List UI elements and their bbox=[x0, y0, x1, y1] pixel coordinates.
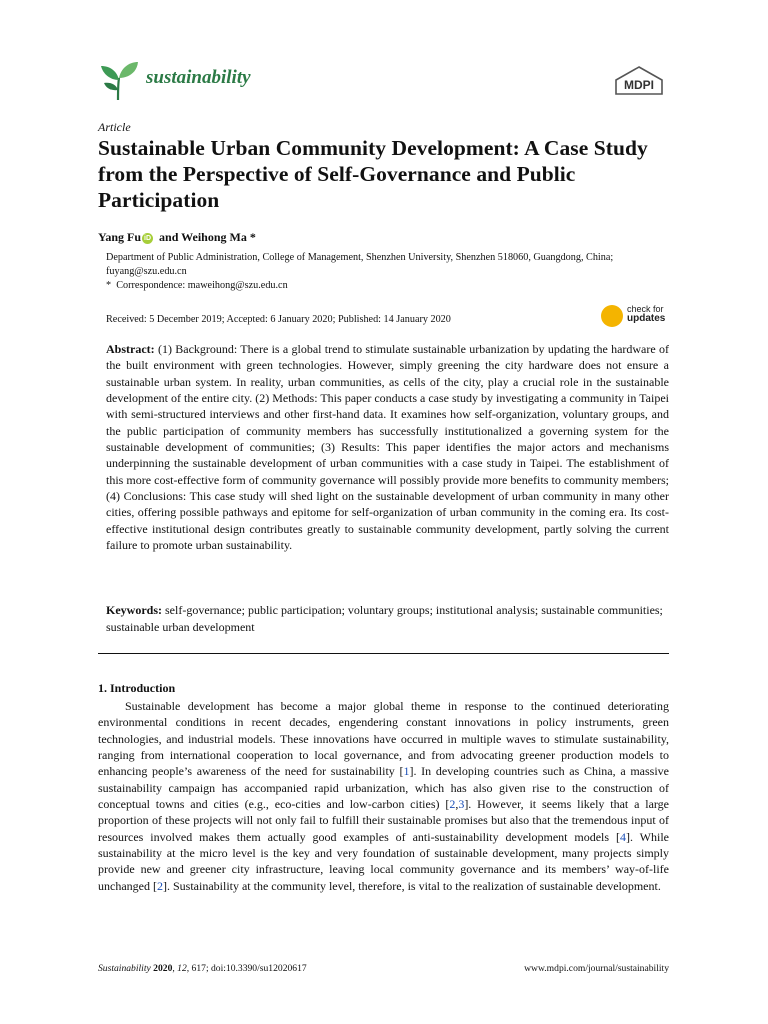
affiliation bbox=[106, 251, 676, 279]
check-updates-line1: check for bbox=[627, 304, 664, 314]
abstract-text: (1) Background: There is a global trend to stimulate sustainable urbanization by updating the hardware of the built environment with green technologies. However, simply greening the city hardware does not ensure a sustainable urban system. In reality, urban communities, as cells of the city, play a crucial role in the sustainable development of the entire city. (2) Methods: This paper conducts a case study by investigating a community in Taipei with semi-structured interviews and other first-hand data. It examines how self-organization, voluntary groups, and the public participation of community members has successfully institutionalized a governing system for the sustainable development of communities; (3) Results: This paper identifies the major actors and mechanisms underpinning the sustainable development of urban communities with a case study in Taipei. The establishment of this more cost-effective form of community governance will possibly provide more benefits to community members; (4) Conclusions: This case study will shed light on the sustainable development of urban community in many other cities, offering possible pathways and epitome for self-organization of urban community in the coming era. Its cost-effective institutional design contributes greatly to sustainable community development, partly solving the current failure to promote urban sustainability. bbox=[106, 342, 669, 553]
author-name[interactable]: Yang Fu bbox=[98, 230, 142, 244]
abstract bbox=[106, 341, 669, 553]
correspondence-marker: * bbox=[106, 280, 112, 291]
intro-text: Sustainable development has become a major global theme in response to the continued deteriorating environmental conditions in recent decades, engendering constant innovations in policy instruments, green technologies, and industrial models. These innovations have occurred in multiple waves to stimulate sustainability, ranging from international cooperation to local governance, and from advocating greener production models to enhancing people’s awareness of the need for sustainability [ bbox=[98, 699, 669, 779]
orcid-icon[interactable]: iD bbox=[144, 235, 152, 242]
check-updates-icon bbox=[601, 305, 623, 327]
author-name[interactable]: Weihong Ma * bbox=[181, 230, 256, 244]
leaf-sprout-icon bbox=[98, 58, 140, 102]
publication-dates: Received: 5 December 2019; Accepted: 6 January 2020; Published: 14 January 2020 bbox=[106, 314, 451, 325]
correspondence-text: Correspondence: maweihong@szu.edu.cn bbox=[116, 280, 288, 291]
keywords-label: Keywords: bbox=[106, 603, 162, 617]
publisher-name: MDPI bbox=[624, 78, 654, 92]
citation-separator: , bbox=[455, 797, 459, 812]
publisher-logo[interactable] bbox=[614, 66, 664, 96]
footer-year: 2020 bbox=[153, 963, 173, 974]
journal-url[interactable]: www.mdpi.com/journal/sustainability bbox=[524, 963, 669, 974]
author-connector: and bbox=[159, 230, 179, 244]
citation-link[interactable]: 2 bbox=[156, 878, 163, 893]
affiliation-text: Department of Public Administration, College of Management, Shenzhen University, Shenzhen 518060, Guangdong, China; fuyang@szu.edu.cn bbox=[106, 252, 614, 277]
intro-text: ]. However, it seems likely that a large proportion of these projects will not only fail to fulfill their sustainable promises but also that the tremendous input of resources involved makes them actually good examples of anti-sustainability development models [ bbox=[98, 797, 669, 844]
check-updates-label bbox=[627, 304, 665, 324]
correspondence bbox=[106, 280, 288, 291]
abstract-label: Abstract: bbox=[106, 342, 155, 356]
citation-link[interactable]: 2 bbox=[449, 797, 456, 812]
citation-link[interactable]: 3 bbox=[458, 797, 465, 812]
article-type: Article bbox=[98, 120, 131, 134]
check-for-updates-badge[interactable] bbox=[601, 304, 673, 330]
intro-text: ]. Sustainability at the community level, therefore, is vital to the realization of sustainable development. bbox=[162, 878, 661, 893]
keywords bbox=[106, 602, 669, 635]
citation-footer: Sustainability 2020, 12, 617; doi:10.3390/su12020617 bbox=[98, 963, 307, 974]
check-updates-line2: updates bbox=[627, 313, 666, 324]
intro-text: ]. In developing countries such as China, a massive sustainability campaign has accompanied rapid urbanization, which has also given rise to the construction of conceptual towns and cities (e.g., eco-cities and low-carbon cities) [ bbox=[98, 764, 669, 812]
journal-name[interactable]: sustainability bbox=[146, 67, 251, 88]
intro-text: ]. While sustainability at the micro level is the key and very foundation of sustainable development, many projects simply provide new and greener city infrastructure, leaving local community governance and its members’ way-of-life unchanged [ bbox=[98, 829, 670, 893]
footer-doi[interactable]: , 617; doi:10.3390/su12020617 bbox=[186, 963, 307, 974]
citation-link[interactable]: 4 bbox=[619, 829, 626, 844]
citation-link[interactable]: 1 bbox=[403, 764, 410, 779]
paper-title: Sustainable Urban Community Development: A Case Study from the Perspective of Self-Governance and Public Participation bbox=[98, 136, 648, 212]
section-divider bbox=[98, 653, 669, 654]
footer-volume: 12 bbox=[177, 963, 187, 974]
footer-journal: Sustainability bbox=[98, 963, 151, 974]
author-list bbox=[98, 230, 256, 245]
introduction-paragraph bbox=[98, 698, 669, 894]
keywords-text: self-governance; public participation; voluntary groups; institutional analysis; sustainable communities; sustainable urban development bbox=[106, 603, 663, 634]
section-heading: 1. Introduction bbox=[98, 681, 176, 695]
